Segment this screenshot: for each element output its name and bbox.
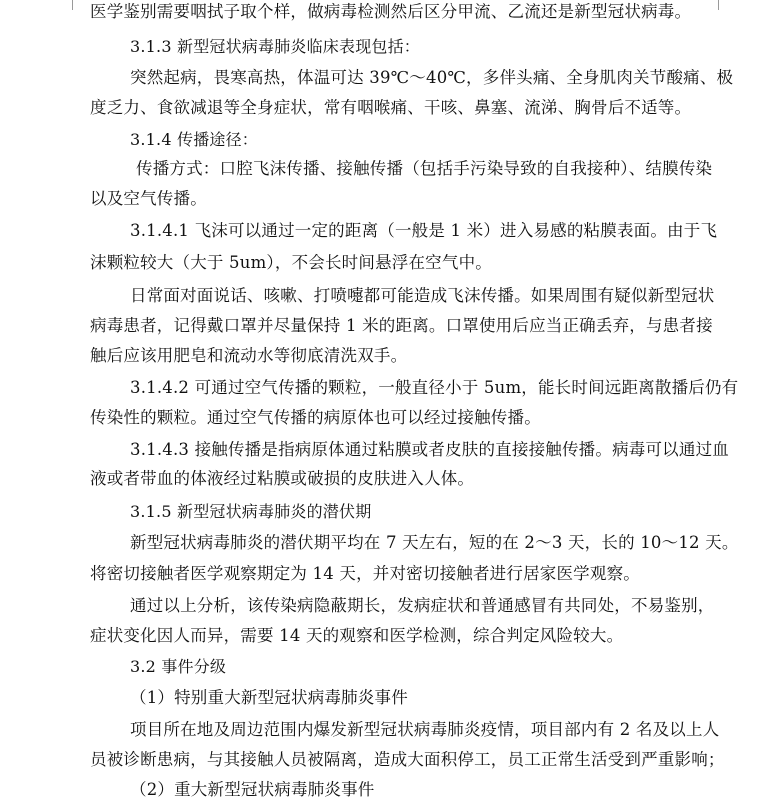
subsection-heading-2: （2）重大新型冠状病毒肺炎事件 bbox=[130, 780, 375, 799]
body-line: 突然起病，畏寒高热，体温可达 39℃～40℃，多伴头痛、全身肌肉关节酸痛、极 bbox=[130, 68, 734, 87]
body-line: 症状变化因人而异，需要 14 天的观察和医学检测，综合判定风险较大。 bbox=[90, 626, 624, 645]
right-margin-mark bbox=[718, 0, 719, 10]
left-margin-mark bbox=[72, 0, 73, 10]
body-line: 新型冠状病毒肺炎的潜伏期平均在 7 天左右，短的在 2～3 天，长的 10～12 天。 bbox=[130, 533, 739, 552]
body-line: 传播方式：口腔飞沫传播、接触传播（包括手污染导致的自我接种）、结膜传染 bbox=[136, 159, 713, 178]
body-line: 3.1.4.3 接触传播是指病原体通过粘膜或者皮肤的直接接触传播。病毒可以通过血 bbox=[130, 440, 729, 459]
subsection-heading-1: （1）特别重大新型冠状病毒肺炎事件 bbox=[130, 688, 408, 707]
section-heading-3-1-5: 3.1.5 新型冠状病毒肺炎的潜伏期 bbox=[130, 502, 372, 521]
body-line: 医学鉴别需要咽拭子取个样，做病毒检测然后区分甲流、乙流还是新型冠状病毒。 bbox=[90, 2, 692, 21]
body-line: 传染性的颗粒。通过空气传播的病原体也可以经过接触传播。 bbox=[90, 408, 541, 427]
body-line: 液或者带血的体液经过粘膜或破损的皮肤进入人体。 bbox=[90, 469, 475, 488]
body-line: 日常面对面说话、咳嗽、打喷嚏都可能造成飞沫传播。如果周围有疑似新型冠状 bbox=[130, 286, 715, 305]
body-line: 触后应该用肥皂和流动水等彻底清洗双手。 bbox=[90, 346, 408, 365]
body-line: 项目所在地及周边范围内爆发新型冠状病毒肺炎疫情，项目部内有 2 名及以上人 bbox=[130, 720, 720, 739]
body-line: 病毒患者，记得戴口罩并尽量保持 1 米的距离。口罩使用后应当正确丢弃，与患者接 bbox=[90, 316, 713, 335]
section-heading-3-2: 3.2 事件分级 bbox=[130, 657, 227, 676]
body-line: 沫颗粒较大（大于 5um），不会长时间悬浮在空气中。 bbox=[90, 253, 492, 272]
body-line: 以及空气传播。 bbox=[90, 189, 207, 208]
body-line: 通过以上分析，该传染病隐蔽期长，发病症状和普通感冒有共同处，不易鉴别， bbox=[130, 596, 715, 615]
body-line: 度乏力、食欲减退等全身症状，常有咽喉痛、干咳、鼻塞、流涕、胸骨后不适等。 bbox=[90, 98, 692, 117]
body-line: 3.1.4.1 飞沫可以通过一定的距离（一般是 1 米）进入易感的粘膜表面。由于飞 bbox=[130, 221, 718, 240]
body-line: 员被诊断患病，与其接触人员被隔离，造成大面积停工，员工正常生活受到严重影响； bbox=[90, 750, 725, 769]
body-line: 将密切接触者医学观察期定为 14 天，并对密切接触者进行居家医学观察。 bbox=[90, 564, 640, 583]
body-line: 3.1.4.2 可通过空气传播的颗粒，一般直径小于 5um，能长时间远距离散播后仍有 bbox=[130, 378, 739, 397]
section-heading-3-1-3: 3.1.3 新型冠状病毒肺炎临床表现包括： bbox=[130, 37, 420, 56]
section-heading-3-1-4: 3.1.4 传播途径： bbox=[130, 130, 258, 149]
